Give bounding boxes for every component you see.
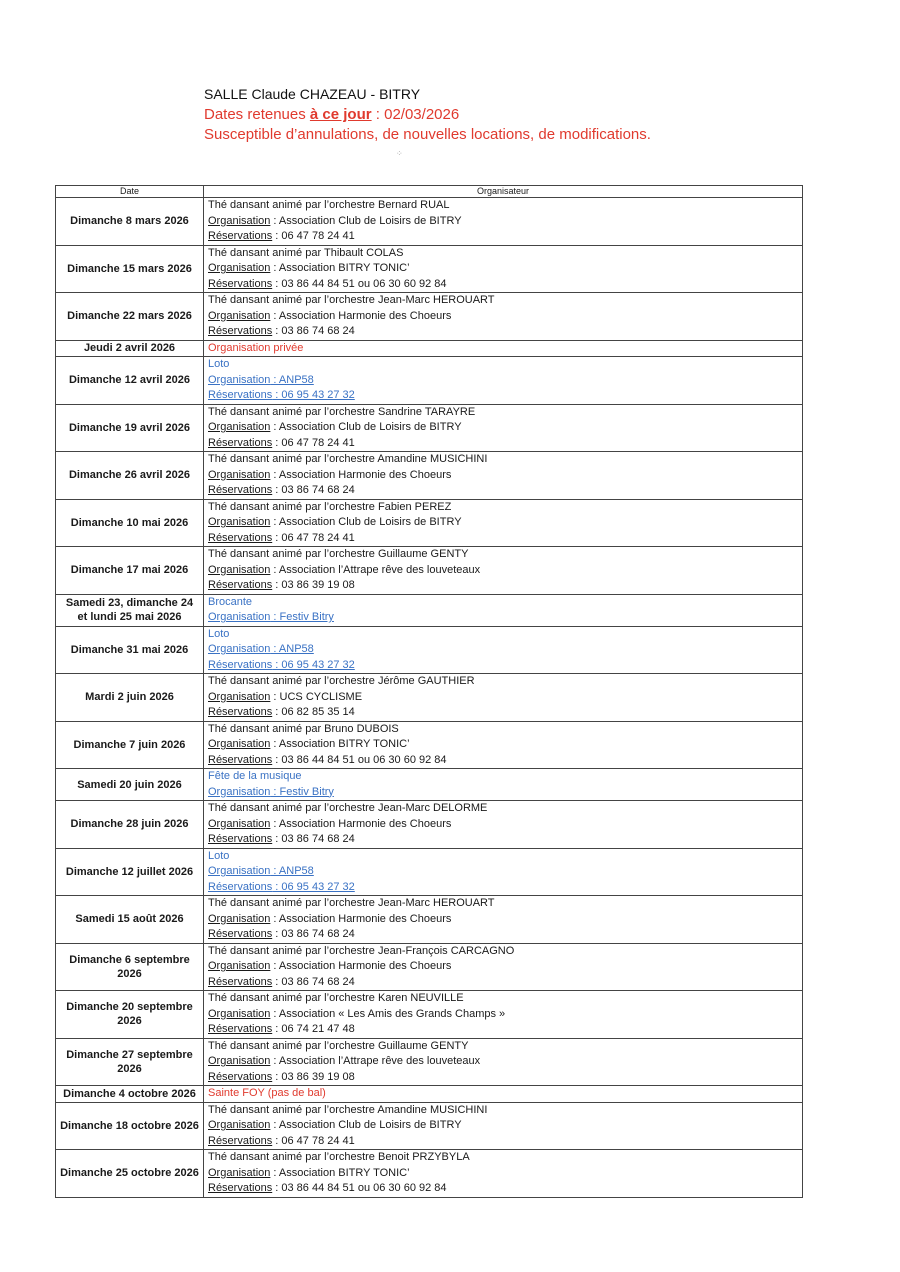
row-date: Dimanche 8 mars 2026 [56,198,204,246]
table-row [56,721,803,769]
row-date: Samedi 20 juin 2026 [56,769,204,801]
table-row [56,896,803,944]
organisation-label: Organisation [208,563,271,576]
organisation-line [208,864,798,880]
table-row [56,1086,803,1103]
reservations-line [208,1181,798,1197]
organisation-label: Organisation [208,1166,271,1179]
organisation-value: : ANP58 [270,373,314,386]
reservations-label: Réservations [208,277,273,290]
reservations-label: Réservations [208,753,273,766]
schedule-rows [56,198,803,1198]
table-row [56,1150,803,1198]
table-row [56,674,803,722]
organisation-line [208,610,798,626]
organisation-line [208,1118,798,1134]
organisation-label: Organisation [208,817,271,830]
reservations-label: Réservations [208,928,273,940]
organisation-value: : Association Harmonie des Choeurs [270,468,452,481]
reservations-line [208,531,798,547]
reservations-label: Réservations [208,1023,273,1035]
organisation-value: : ANP58 [270,643,314,655]
organisation-label: Organisation [208,421,271,433]
organisation-line [208,468,798,484]
row-organisateur [204,1102,803,1150]
organisation-value: : Association Club de Loisirs de BITRY [270,214,462,227]
reservations-value: : 06 95 43 27 32 [272,658,355,671]
organisation-line [208,420,798,436]
event-description: Loto [208,849,230,862]
row-organisateur [204,991,803,1039]
table-row [56,848,803,896]
row-date: Dimanche 12 juillet 2026 [56,848,204,896]
table-row [56,801,803,849]
row-date: Dimanche 18 octobre 2026 [56,1102,204,1150]
organisation-label: Organisation [208,738,271,750]
reservations-label: Réservations [208,1182,273,1194]
row-date: Dimanche 19 avril 2026 [56,404,204,452]
reservations-line [208,483,798,499]
row-organisateur [204,626,803,674]
organisation-label: Organisation [208,690,271,703]
organisation-label: Organisation [208,643,271,655]
reservations-value: : 06 47 78 24 41 [272,1134,355,1147]
table-row [56,769,803,801]
row-organisateur [204,1150,803,1198]
row-organisateur [204,896,803,944]
organisation-line [208,690,798,706]
reservations-line [208,880,798,896]
table-row [56,198,803,246]
event-description: Brocante [208,595,253,608]
event-description: Thé dansant animé par l’orchestre Bernard RUAL [208,199,450,211]
reservations-label: Réservations [208,1070,273,1083]
table-row [56,594,803,626]
table-row [56,245,803,293]
organisation-value: : Association l’Attrape rêve des louveteaux [270,1055,481,1067]
event-description: Thé dansant animé par l’orchestre Amandine MUSICHINI [208,1103,488,1116]
row-date: Dimanche 31 mai 2026 [56,626,204,674]
event-description: Organisation privée [208,341,304,354]
event-description: Thé dansant animé par l’orchestre Jean-Marc HEROUART [208,897,495,909]
reservations-label: Réservations [208,436,273,449]
event-description: Thé dansant animé par l’orchestre Amandine MUSICHINI [208,453,488,465]
organisation-line [208,515,798,531]
reservations-label: Réservations [208,658,273,671]
row-date: Dimanche 20 septembre 2026 [56,991,204,1039]
table-row [56,1038,803,1086]
reservations-label: Réservations [208,325,273,337]
reservations-value: : 03 86 74 68 24 [272,484,355,496]
row-organisateur [204,721,803,769]
organisation-label: Organisation [208,865,271,877]
disclaimer-line: Susceptible d’annulations, de nouvelles locations, de modifications. [204,126,651,143]
row-organisateur [204,499,803,547]
organisation-value: : Association Club de Loisirs de BITRY [270,421,462,433]
organisation-label: Organisation [208,262,271,274]
row-organisateur [204,943,803,991]
organisation-value: : Association Club de Loisirs de BITRY [270,516,462,528]
organisation-value: : UCS CYCLISME [270,690,363,703]
table-row [56,547,803,595]
organisation-value: : Association l’Attrape rêve des louveteaux [270,563,481,576]
row-date: Dimanche 6 septembre 2026 [56,943,204,991]
reservations-line [208,927,798,943]
reservations-line [208,1070,798,1086]
row-organisateur [204,198,803,246]
reservations-line [208,324,798,340]
event-description: Sainte FOY (pas de bal) [208,1087,326,1099]
row-organisateur [204,1086,803,1103]
reservations-value: : 03 86 74 68 24 [272,325,355,337]
reservations-value: : 03 86 44 84 51 ou 06 30 60 92 84 [272,1182,447,1194]
row-date: Jeudi 2 avril 2026 [56,340,204,357]
reservations-value: : 06 95 43 27 32 [272,389,355,401]
reservations-line [208,753,798,769]
reservations-value: : 03 86 74 68 24 [272,975,355,988]
reservations-value: : 06 47 78 24 41 [272,436,355,449]
row-organisateur [204,674,803,722]
row-organisateur [204,801,803,849]
reservations-line [208,277,798,293]
reservations-value: : 06 74 21 47 48 [272,1023,355,1035]
organisation-label: Organisation [208,214,271,227]
dates-prefix: Dates retenues [204,106,310,123]
table-row [56,991,803,1039]
event-description: Thé dansant animé par l’orchestre Fabien PEREZ [208,500,452,513]
row-date: Dimanche 22 mars 2026 [56,293,204,341]
event-description: Thé dansant animé par l’orchestre Guillaume GENTY [208,1039,469,1052]
table-row [56,404,803,452]
venue-title: SALLE Claude CHAZEAU - BITRY [204,86,421,102]
row-date: Dimanche 7 juin 2026 [56,721,204,769]
organisation-line [208,1166,798,1182]
organisation-value: : Association Harmonie des Choeurs [270,309,452,322]
table-row [56,943,803,991]
event-description: Thé dansant animé par Bruno DUBOIS [208,722,399,735]
organisation-label: Organisation [208,373,271,386]
row-organisateur [204,848,803,896]
organisation-label: Organisation [208,1055,271,1067]
reservations-label: Réservations [208,230,273,242]
event-description: Thé dansant animé par l’orchestre Jérôme GAUTHIER [208,675,475,687]
row-date: Dimanche 15 mars 2026 [56,245,204,293]
organisation-value: : Association BITRY TONIC’ [270,262,410,274]
organisation-value: : Association BITRY TONIC’ [270,738,410,750]
row-date: Dimanche 4 octobre 2026 [56,1086,204,1103]
organisation-label: Organisation [208,468,271,481]
organisation-value: : Festiv Bitry [270,785,334,798]
event-description: Thé dansant animé par l’orchestre Karen NEUVILLE [208,992,464,1004]
table-row [56,340,803,357]
row-date: Dimanche 25 octobre 2026 [56,1150,204,1198]
organisation-line [208,1054,798,1070]
reservations-label: Réservations [208,833,273,845]
dates-line [204,105,804,125]
organisation-line [208,959,798,975]
reservations-label: Réservations [208,1134,273,1147]
row-date: Mardi 2 juin 2026 [56,674,204,722]
reservations-label: Réservations [208,389,273,401]
table-row [56,293,803,341]
reservations-value: : 03 86 39 19 08 [272,579,355,591]
row-organisateur [204,452,803,500]
dates-suffix: : 02/03/2026 [371,106,460,123]
organisation-label: Organisation [208,1119,271,1131]
row-date: Samedi 23, dimanche 24 et lundi 25 mai 2026 [56,594,204,626]
organisation-label: Organisation [208,785,271,798]
header-organisateur: Organisateur [204,186,803,198]
reservations-line [208,1134,798,1150]
reservations-label: Réservations [208,880,273,893]
event-description: Thé dansant animé par l’orchestre Sandrine TARAYRE [208,405,476,418]
organisation-line [208,1007,798,1023]
reservations-value: : 03 86 74 68 24 [272,928,355,940]
reservations-value: : 06 95 43 27 32 [272,880,355,893]
reservations-line [208,388,798,404]
organisation-label: Organisation [208,912,271,925]
reservations-value: : 03 86 44 84 51 ou 06 30 60 92 84 [272,753,447,766]
reservations-label: Réservations [208,579,273,591]
reservations-line [208,705,798,721]
organisation-value: : Association Harmonie des Choeurs [270,817,452,830]
event-description: Thé dansant animé par l’orchestre Jean-Marc HEROUART [208,294,495,306]
reservations-line [208,975,798,991]
organisation-value: : ANP58 [270,865,314,877]
table-row [56,357,803,405]
organisation-line [208,737,798,753]
reservations-value: : 03 86 74 68 24 [272,833,355,845]
table-row [56,1102,803,1150]
row-organisateur [204,357,803,405]
organisation-line [208,642,798,658]
row-date: Dimanche 28 juin 2026 [56,801,204,849]
organisation-value: : Association Harmonie des Choeurs [270,912,452,925]
row-organisateur [204,594,803,626]
schedule-table [55,185,803,1198]
table-row [56,626,803,674]
organisation-value: : Festiv Bitry [270,611,334,623]
row-organisateur [204,769,803,801]
reservations-label: Réservations [208,975,273,988]
organisation-line [208,214,798,230]
organisation-value: : Association Harmonie des Choeurs [270,960,452,972]
organisation-line [208,261,798,277]
organisation-value: : Association BITRY TONIC’ [270,1166,410,1179]
reservations-line [208,578,798,594]
row-date: Dimanche 27 septembre 2026 [56,1038,204,1086]
organisation-value: : Association « Les Amis des Grands Champs » [270,1007,506,1020]
organisation-label: Organisation [208,1007,271,1020]
row-organisateur [204,404,803,452]
organisation-label: Organisation [208,309,271,322]
header-date: Date [56,186,204,198]
dates-emphasis: à ce jour [309,106,372,123]
scan-mark: ⁘ [396,149,403,158]
organisation-line [208,912,798,928]
organisation-label: Organisation [208,611,271,623]
reservations-label: Réservations [208,531,273,544]
row-organisateur [204,1038,803,1086]
organisation-line [208,563,798,579]
row-date: Dimanche 12 avril 2026 [56,357,204,405]
row-date: Samedi 15 août 2026 [56,896,204,944]
row-organisateur [204,547,803,595]
event-description: Thé dansant animé par l’orchestre Benoit PRZYBYLA [208,1151,470,1163]
row-organisateur [204,245,803,293]
row-date: Dimanche 17 mai 2026 [56,547,204,595]
organisation-line [208,309,798,325]
event-description: Thé dansant animé par l’orchestre Jean-Marc DELORME [208,802,488,814]
document-header [204,86,804,145]
reservations-line [208,436,798,452]
event-description: Thé dansant animé par l’orchestre Jean-François CARCAGNO [208,944,515,957]
reservations-value: : 06 47 78 24 41 [272,531,355,544]
organisation-label: Organisation [208,516,271,528]
row-date: Dimanche 10 mai 2026 [56,499,204,547]
event-description: Loto [208,627,230,640]
reservations-line [208,658,798,674]
organisation-line [208,817,798,833]
organisation-line [208,785,798,801]
reservations-value: : 03 86 39 19 08 [272,1070,355,1083]
reservations-label: Réservations [208,484,273,496]
reservations-label: Réservations [208,706,273,718]
organisation-value: : Association Club de Loisirs de BITRY [270,1119,462,1131]
reservations-line [208,1022,798,1038]
event-description: Loto [208,358,230,370]
row-date: Dimanche 26 avril 2026 [56,452,204,500]
reservations-value: : 06 47 78 24 41 [272,230,355,242]
event-description: Thé dansant animé par Thibault COLAS [208,246,404,259]
reservations-value: : 03 86 44 84 51 ou 06 30 60 92 84 [272,277,447,290]
row-organisateur [204,293,803,341]
event-description: Thé dansant animé par l’orchestre Guillaume GENTY [208,548,469,560]
reservations-value: : 06 82 85 35 14 [272,706,355,718]
table-row [56,499,803,547]
organisation-line [208,373,798,389]
reservations-line [208,832,798,848]
organisation-label: Organisation [208,960,271,972]
event-description: Fête de la musique [208,770,302,782]
row-organisateur [204,340,803,357]
table-row [56,452,803,500]
reservations-line [208,229,798,245]
